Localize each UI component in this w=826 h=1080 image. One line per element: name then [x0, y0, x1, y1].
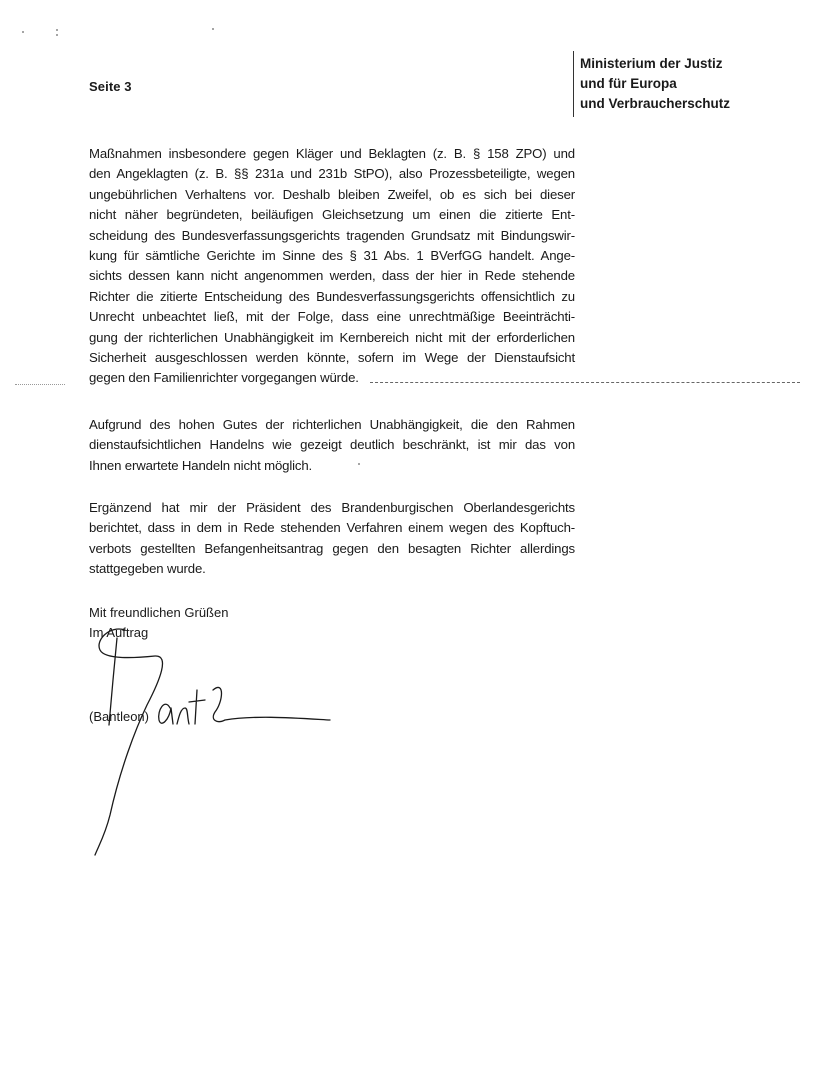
text-line: Aufgrund des hohen Gutes der richterlichen Unabhängigkeit, die den Rahmen [89, 417, 575, 432]
signature-stroke [159, 704, 173, 724]
text-line: scheidung des Bundesverfassungsgerichts tragenden Grundsatz mit Bindungswir- [89, 227, 575, 243]
ministry-line: und für Europa [580, 76, 677, 91]
text-line: Sicherheit ausgeschlossen werden könnte, sofern im Wege der Dienstaufsicht [89, 350, 575, 366]
signature-stroke [109, 638, 117, 725]
text-line: verbots gestellten Befangenheitsantrag gegen den besagten Richter allerdings [89, 540, 575, 556]
scan-artifact-line [370, 382, 800, 383]
text-line: Ihnen erwartete Handeln nicht möglich. [89, 457, 313, 473]
greeting: Mit freundlichen Grüßen [89, 605, 229, 620]
text-line: ungebührlichen Verhaltens vor. Deshalb bleiben Zweifel, ob es sich bei dieser [89, 186, 575, 202]
text-line: stattgegeben wurde. [89, 561, 206, 577]
text-line: berichtet, dass in dem in Rede stehenden Verfahren einem wegen des Kopftuch- [89, 520, 575, 536]
text-line: Unrecht unbeachtet ließ, mit der Folge, dass eine unrechtmäßige Beeinträchti- [89, 309, 575, 325]
scan-speck [56, 34, 58, 36]
scan-speck [56, 29, 58, 31]
paragraph-2 [89, 415, 575, 476]
text-line: nicht näher begründeten, beiläufigen Gleichsetzung um einen die zitierte Ent- [89, 207, 575, 223]
text-line: gung der richterlichen Unabhängigkeit im Kernbereich nicht mit der erforderlichen [89, 329, 575, 345]
text-line: Maßnahmen insbesondere gegen Kläger und Beklagten (z. B. § 158 ZPO) und [89, 146, 575, 161]
text-line: Ergänzend hat mir der Präsident des Brandenburgischen Oberlandesgerichts [89, 500, 575, 515]
text-line: Richter die zitierte Entscheidung des Bundesverfassungsgerichts offensichtlich zu [89, 288, 575, 304]
handwritten-signature [85, 620, 345, 860]
ministry-letterhead [573, 51, 730, 117]
text-line: kung für sämtliche Gerichte im Sinne des § 31 Abs. 1 BVerfGG handelt. Ange- [89, 248, 575, 264]
signature-stroke [95, 629, 163, 855]
text-line: dienstaufsichtlichen Handelns wie gezeigt deutlich beschränkt, ist mir das von [89, 437, 575, 453]
text-line: sichts dessen kann nicht angenommen werden, dass der hier in Rede stehende [89, 268, 575, 284]
signature-stroke [213, 687, 330, 721]
page-number: Seite 3 [89, 79, 132, 94]
ministry-line: und Verbraucherschutz [580, 96, 731, 111]
signer-name: (Bantleon) [89, 709, 149, 724]
text-line: den Angeklagten (z. B. §§ 231a und 231b StPO), also Prozessbeteiligte, wegen [89, 166, 575, 182]
scan-speck [212, 28, 214, 30]
paragraph-3 [89, 498, 575, 580]
paragraph-1 [89, 144, 575, 389]
scan-speck [22, 31, 24, 33]
on-behalf-label: Im Auftrag [89, 625, 149, 640]
signature-stroke [189, 690, 205, 724]
signature-stroke [177, 708, 189, 724]
ministry-line: Ministerium der Justiz [580, 56, 723, 71]
text-line: gegen den Familienrichter vorgegangen würde. [89, 370, 359, 386]
scan-artifact-line [15, 384, 65, 385]
